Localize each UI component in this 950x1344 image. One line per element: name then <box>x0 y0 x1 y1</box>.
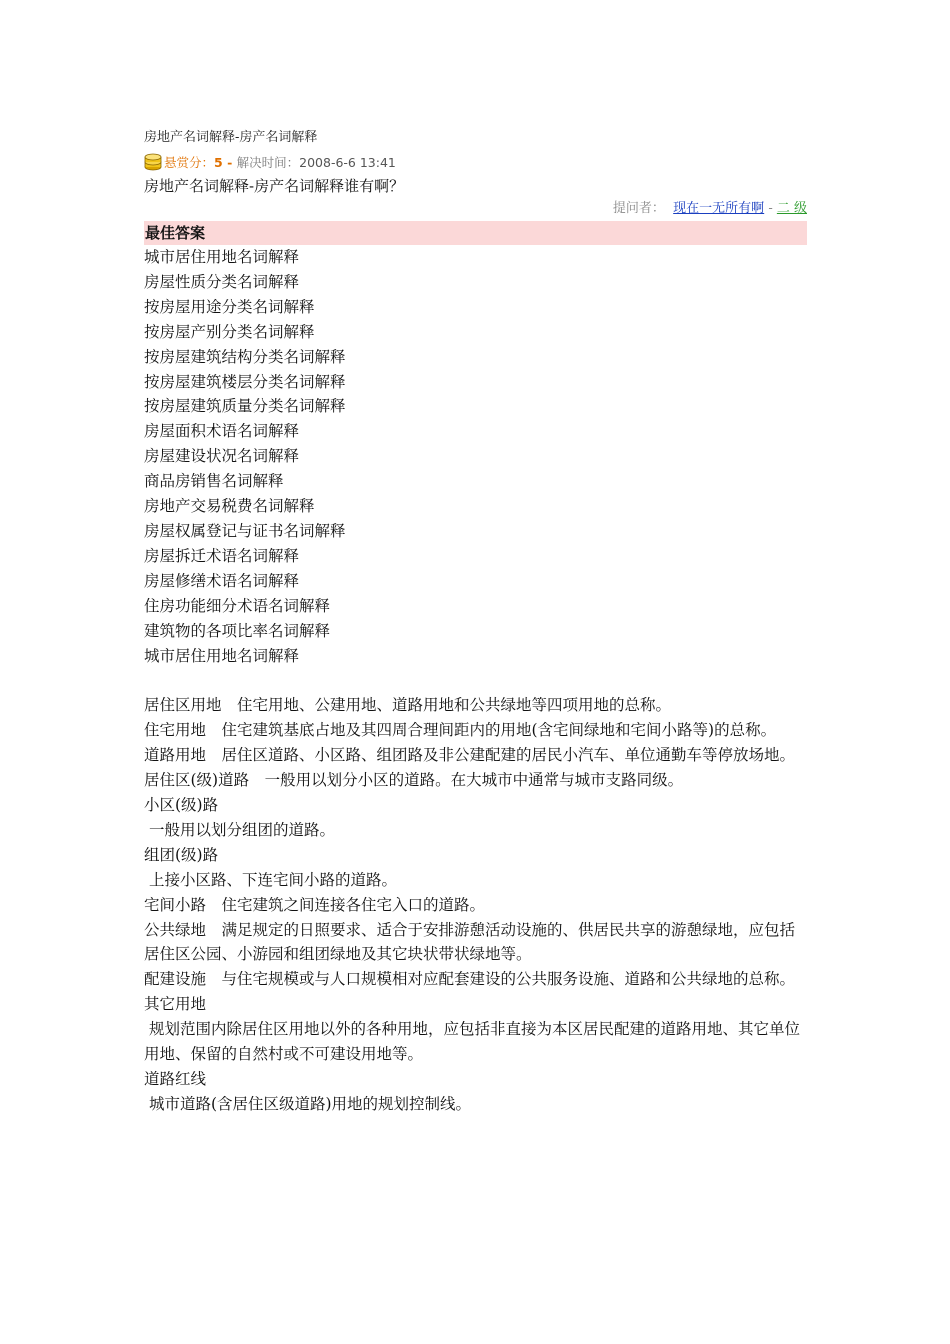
toc-item: 房屋面积术语名词解释 <box>144 422 300 441</box>
definition-line: 居住区(级)道路 一般用以划分小区的道路。在大城市中通常与城市支路同级。 <box>144 771 684 790</box>
definition-line: 道路用地 居住区道路、小区路、组团路及非公建配建的居民小汽车、单位通勤车等停放场地。 <box>144 746 796 765</box>
definition-line: 道路红线 <box>144 1070 207 1088</box>
reward-value: 5 <box>214 155 223 170</box>
toc-list <box>144 245 807 668</box>
toc-item: 房屋建设状况名词解释 <box>144 447 300 466</box>
toc-item: 房屋权属登记与证书名词解释 <box>144 521 346 540</box>
asker-name-link[interactable]: 现在一无所有啊 <box>673 201 765 216</box>
reward-label: 悬赏分： <box>164 155 215 170</box>
toc-item: 城市居住用地名词解释 <box>144 248 300 266</box>
toc-item: 房地产交易税费名词解释 <box>144 497 315 516</box>
toc-item: 房屋性质分类名词解释 <box>144 272 300 291</box>
definition-line: 配建设施 与住宅规模或与人口规模相对应配套建设的公共服务设施、道路和公共绿地的总称。 <box>144 970 796 989</box>
meta-text <box>164 152 396 174</box>
best-answer-header: 最佳答案 <box>144 221 807 245</box>
toc-item: 住房功能细分术语名词解释 <box>144 596 331 615</box>
toc-item: 按房屋用途分类名词解释 <box>144 297 315 316</box>
definition-list <box>144 693 807 1116</box>
asker-level-link[interactable]: 二 级 <box>776 201 807 216</box>
solved-time-label: 解决时间： <box>236 155 300 170</box>
question-text: 房地产名词解释-房产名词解释谁有啊？ <box>144 177 405 195</box>
toc-item: 城市居住用地名词解释 <box>144 646 300 665</box>
toc-item: 房屋拆迁术语名词解释 <box>144 546 300 565</box>
toc-item: 按房屋建筑质量分类名词解释 <box>144 397 346 416</box>
definition-line: 城市道路(含居住区级道路)用地的规划控制线。 <box>144 1094 472 1113</box>
definition-line: 居住区用地 住宅用地、公建用地、道路用地和公共绿地等四项用地的总称。 <box>144 696 672 715</box>
asker-label: 提问者： <box>612 201 665 216</box>
solved-time-value: 2008-6-6 13:41 <box>299 155 396 170</box>
definition-line: 住宅用地 住宅建筑基底占地及其四周合理间距内的用地(含宅间绿地和宅间小路等)的总称。 <box>144 721 777 740</box>
definition-line: 规划范围内除居住区用地以外的各种用地，应包括非直接为本区居民配建的道路用地、其它单位用地、保留的自然村或不可建设用地等。 <box>144 1020 800 1064</box>
definition-line: 上接小区路、下连宅间小路的道路。 <box>144 870 397 889</box>
meta-separator: - <box>222 155 237 170</box>
toc-item: 按房屋产别分类名词解释 <box>144 322 315 341</box>
blank-line <box>144 668 807 693</box>
definition-line: 组团(级)路 <box>144 845 219 864</box>
toc-item: 按房屋建筑结构分类名词解释 <box>144 347 346 366</box>
asker-separator: - <box>764 201 777 216</box>
question-meta <box>144 151 807 173</box>
toc-item: 商品房销售名词解释 <box>144 472 284 491</box>
document-page <box>144 125 807 1117</box>
asker-info <box>144 198 807 220</box>
definition-line: 其它用地 <box>144 995 207 1014</box>
definition-line: 公共绿地 满足规定的日照要求、适合于安排游憩活动设施的、供居民共享的游憩绿地，应包括居住区公园、小游园和组团绿地及其它块状带状绿地等。 <box>144 920 796 964</box>
toc-item: 建筑物的各项比率名词解释 <box>144 621 331 640</box>
definition-line: 宅间小路 住宅建筑之间连接各住宅入口的道路。 <box>144 895 486 914</box>
toc-item: 房屋修缮术语名词解释 <box>144 571 300 590</box>
definition-line: 一般用以划分组团的道路。 <box>144 820 335 839</box>
toc-item: 按房屋建筑楼层分类名词解释 <box>144 372 346 391</box>
definition-line: 小区(级)路 <box>144 796 219 815</box>
page-title: 房地产名词解释-房产名词解释 <box>144 130 318 145</box>
coin-stack-icon <box>143 151 163 171</box>
